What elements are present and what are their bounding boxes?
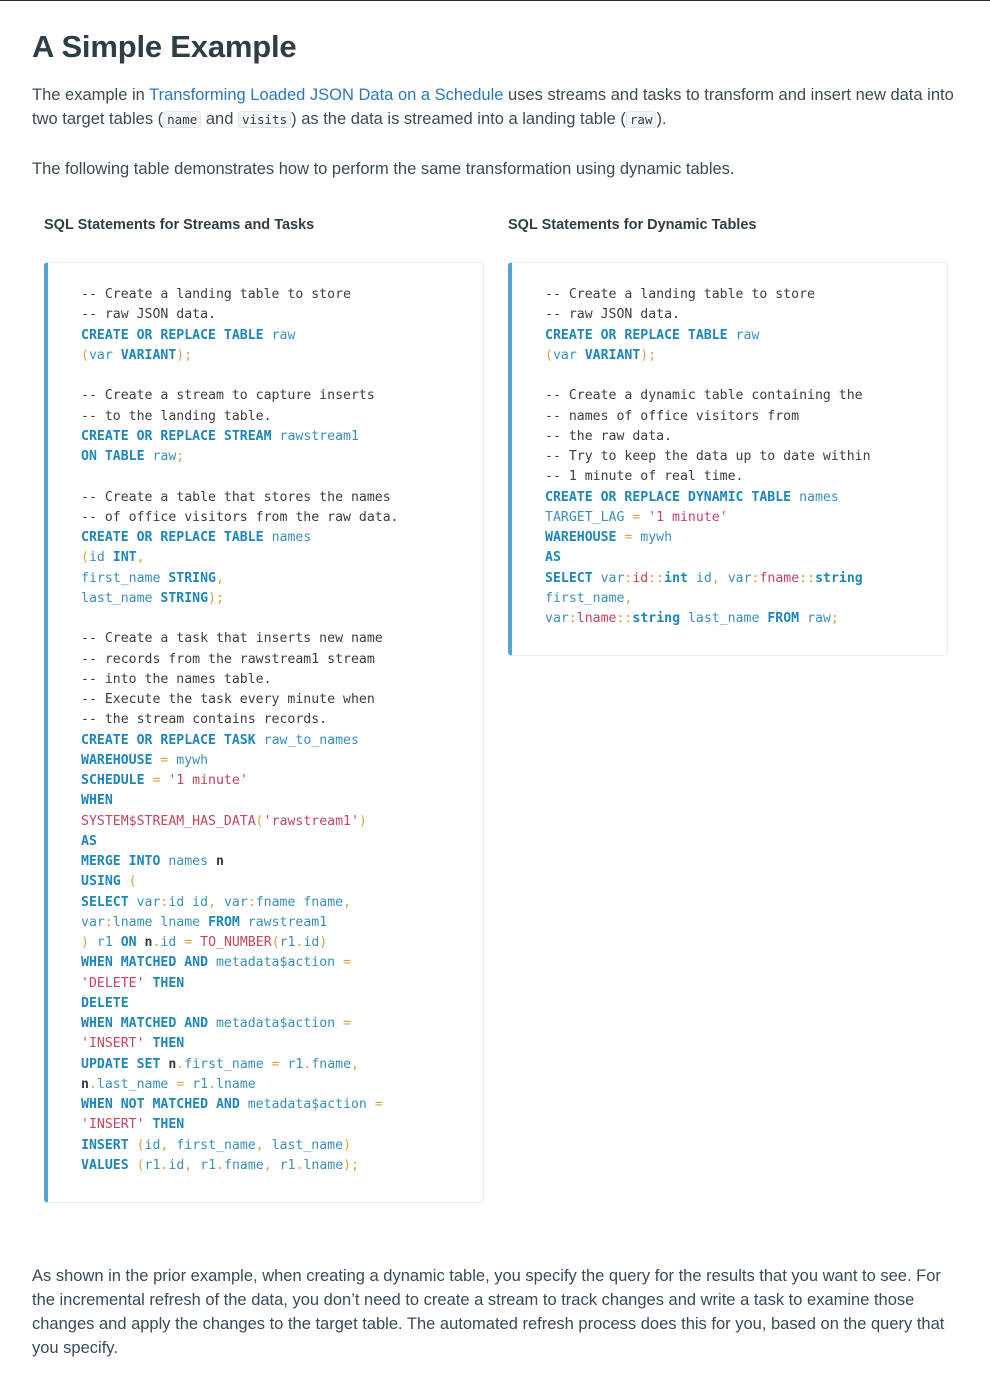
code-line [545, 548, 947, 568]
code-token: = [632, 509, 649, 525]
code-token: WHEN NOT MATCHED AND [81, 1097, 248, 1112]
code-token: VARIANT [584, 347, 641, 363]
code-token: = [176, 1076, 193, 1092]
code-line [81, 609, 483, 629]
code-line [81, 528, 483, 548]
code-token: r1 [144, 1157, 161, 1173]
code-token: : [104, 914, 113, 930]
code-token: raw_to_names [263, 732, 359, 748]
code-token: ) [343, 1137, 352, 1153]
code-line [81, 467, 483, 487]
code-token: ( [81, 347, 89, 363]
code-token: last_name [271, 1137, 344, 1153]
code-token: ( [136, 1137, 145, 1153]
code-line [81, 488, 483, 508]
code-line [81, 1034, 483, 1054]
code-token: . [303, 1056, 312, 1072]
code-token: SELECT [81, 894, 137, 910]
code-token: metadata$action [215, 955, 344, 971]
code-line [81, 731, 483, 751]
code-token: fname [759, 570, 800, 586]
code-token: int [664, 570, 688, 586]
code-token: , [136, 550, 145, 566]
code-token: id [160, 935, 185, 950]
code-token: : [247, 894, 256, 910]
code-token: fname fname [255, 894, 344, 910]
code-token: -- Create a landing table to store [81, 287, 351, 302]
code-token: WAREHOUSE [545, 530, 625, 545]
code-token: , [343, 894, 352, 910]
code-token: ( [545, 347, 553, 363]
code-token: CREATE OR REPLACE STREAM [81, 428, 280, 444]
code-token: ( [271, 935, 280, 950]
code-token: n [81, 1076, 89, 1092]
code-line [81, 994, 483, 1014]
code-token: n [168, 1056, 177, 1072]
code-token: VALUES [81, 1157, 137, 1173]
code-token: , [208, 894, 224, 910]
code-token: MERGE INTO [81, 854, 169, 869]
code-token: -- raw JSON data. [81, 307, 216, 323]
code-token: var [552, 347, 585, 363]
code-token: rawstream1 [279, 428, 359, 444]
code-token: 'INSERT' [81, 1117, 153, 1133]
code-token: mywh [176, 752, 209, 768]
code-token: ; [830, 611, 839, 626]
intro-paragraph [32, 83, 967, 132]
code-token: INSERT [81, 1137, 137, 1153]
code-token: SCHEDULE [81, 773, 153, 788]
code-line [81, 872, 483, 892]
code-token: = [343, 955, 351, 971]
code-line [81, 974, 483, 994]
code-token: = [160, 752, 177, 768]
code-token: '1 minute' [168, 773, 248, 788]
code-token: id [168, 1157, 185, 1173]
code-token: WAREHOUSE [81, 752, 161, 768]
code-token: n [144, 935, 153, 950]
code-token: -- the raw data. [545, 428, 673, 444]
code-line [545, 407, 947, 427]
code-line [81, 1075, 483, 1095]
intro-text-1: The example in [32, 86, 150, 104]
code-line [81, 305, 483, 325]
code-token: id [144, 1137, 161, 1153]
code-token: -- Create a landing table to store [545, 287, 815, 302]
code-line [81, 366, 483, 386]
code-token: first_name [545, 590, 625, 606]
code-token: -- to the landing table. [81, 408, 272, 424]
code-token: : [751, 570, 760, 586]
code-token: :: [648, 570, 665, 586]
code-token: FROM [208, 914, 248, 930]
code-token: -- Try to keep the data up to date within [545, 449, 871, 464]
code-token: TARGET_LAG [545, 509, 633, 525]
code-token: r1 [96, 935, 121, 950]
code-token: . [176, 1056, 185, 1072]
code-token: :: [799, 570, 816, 586]
code-token: id [687, 570, 712, 586]
code-line [545, 569, 947, 589]
code-token: -- Create a table that stores the names [81, 489, 391, 505]
code-token: ); [343, 1157, 360, 1173]
code-line [81, 326, 483, 346]
code-line [545, 386, 947, 406]
code-token: CREATE OR REPLACE TABLE [81, 327, 272, 343]
code-line [81, 1115, 483, 1135]
code-token: names [271, 530, 312, 545]
code-token: id [632, 570, 649, 586]
following-paragraph: The following table demonstrates how to perform the same transformation using dynamic tables. [32, 160, 735, 178]
code-streams-tasks [48, 263, 483, 1176]
code-token: -- Create a stream to capture inserts [81, 388, 375, 404]
code-token: ON TABLE [81, 449, 153, 464]
code-line [81, 670, 483, 690]
code-line [81, 953, 483, 973]
code-line [81, 407, 483, 427]
column-header-dynamic-tables: SQL Statements for Dynamic Tables [508, 217, 757, 233]
code-line [81, 548, 483, 568]
code-line [81, 650, 483, 670]
code-line [545, 447, 947, 467]
code-line [81, 508, 483, 528]
code-token: , [351, 1056, 359, 1072]
code-token: , [160, 1137, 177, 1153]
code-token: :: [616, 611, 633, 626]
code-line [81, 812, 483, 832]
code-token: '1 minute' [648, 509, 728, 525]
code-token: -- the stream contains records. [81, 712, 328, 728]
code-token: lname lname [112, 914, 209, 930]
code-token: 'rawstream1' [263, 813, 359, 829]
code-token: THEN [152, 1036, 185, 1052]
code-token: -- into the names table. [81, 671, 272, 687]
code-token: r1 [287, 1056, 304, 1072]
code-token: rawstream1 [247, 914, 328, 930]
code-token: : [568, 611, 577, 626]
code-line [81, 751, 483, 771]
code-token: names [168, 854, 216, 869]
code-token: ( [255, 813, 264, 829]
page-title: A Simple Example [32, 29, 297, 64]
code-token: THEN [152, 975, 185, 991]
code-token: raw [735, 327, 760, 343]
code-token: names [799, 489, 839, 505]
code-line [81, 1055, 483, 1075]
code-line [545, 366, 947, 386]
code-token: , [263, 1157, 280, 1173]
code-token: var [223, 894, 248, 910]
code-token: : [624, 570, 633, 586]
code-token: ( [136, 1157, 145, 1173]
intro-text-3: and [201, 110, 238, 128]
code-token: last_name [680, 611, 768, 626]
code-token: -- raw JSON data. [545, 307, 680, 323]
code-token: r1 [279, 935, 296, 950]
code-token: = [374, 1097, 383, 1112]
code-token: SELECT [545, 570, 601, 586]
code-token: = [343, 1016, 351, 1031]
code-line [81, 427, 483, 447]
code-token: = [152, 773, 169, 788]
code-token: CREATE OR REPLACE TASK [81, 732, 264, 748]
code-line [545, 427, 947, 447]
code-token: TO_NUMBER [200, 935, 272, 950]
code-line [545, 346, 947, 366]
code-token: 'INSERT' [81, 1036, 153, 1052]
code-line [81, 852, 483, 872]
code-token: mywh [640, 530, 673, 545]
code-line [81, 913, 483, 933]
code-raw: raw [626, 111, 657, 128]
code-token: STRING [168, 570, 216, 586]
code-token: ( [81, 550, 89, 566]
code-token: last_name [81, 590, 161, 606]
code-token: . [160, 1157, 169, 1173]
code-token: , [184, 1157, 201, 1173]
code-token: -- Create a dynamic table containing the [545, 388, 863, 404]
code-token: CREATE OR REPLACE DYNAMIC TABLE [545, 489, 800, 505]
code-token: metadata$action [215, 1016, 344, 1031]
code-token: r1 [279, 1157, 296, 1173]
code-visits: visits [238, 111, 291, 128]
code-token: , [255, 1137, 272, 1153]
code-block-streams-tasks [44, 262, 484, 1203]
code-token: . [208, 1076, 217, 1092]
code-token: ) [81, 935, 97, 950]
code-line [81, 771, 483, 791]
code-line [81, 569, 483, 589]
intro-text-4: ) as the data is streamed into a landing table ( [291, 110, 626, 128]
intro-text-2: uses streams and tasks to transform and insert new data into two target tables ( [32, 86, 954, 128]
code-token: STRING [160, 590, 209, 606]
code-token: ( [128, 874, 137, 890]
code-token: var [727, 570, 752, 586]
code-line [81, 447, 483, 467]
code-token: , [711, 570, 728, 586]
code-token: -- of office visitors from the raw data. [81, 509, 399, 525]
intro-text-5: ). [656, 110, 667, 128]
code-token: DELETE [81, 995, 129, 1011]
code-name: name [163, 111, 201, 128]
code-line [81, 1156, 483, 1176]
code-line [545, 326, 947, 346]
transforming-json-link[interactable]: Transforming Loaded JSON Data on a Schedule [149, 86, 504, 104]
code-token: : [160, 894, 169, 910]
code-token: ; [176, 449, 185, 464]
code-token: -- Execute the task every minute when [81, 692, 375, 707]
code-token: VARIANT [120, 347, 177, 363]
code-line [81, 893, 483, 913]
code-token: USING [81, 874, 129, 890]
code-line [81, 346, 483, 366]
code-token: -- 1 minute of real time. [545, 469, 744, 485]
code-token: first_name [81, 570, 169, 586]
code-line [81, 285, 483, 305]
code-line [81, 832, 483, 852]
code-token: lname [216, 1076, 256, 1092]
code-token: first_name [184, 1056, 272, 1072]
code-line [81, 1095, 483, 1115]
code-token: CREATE OR REPLACE TABLE [81, 530, 272, 545]
code-token: raw [807, 611, 831, 626]
code-line [81, 710, 483, 730]
code-token: raw [271, 327, 296, 343]
code-token: var [600, 570, 625, 586]
code-token: ) [358, 813, 367, 829]
code-token: UPDATE SET [81, 1056, 169, 1072]
code-line [81, 629, 483, 649]
code-token: string [632, 611, 681, 626]
code-line [545, 467, 947, 487]
code-token: raw [152, 449, 177, 464]
code-token: first_name [176, 1137, 256, 1153]
code-token: -- Create a task that inserts new name [81, 631, 383, 647]
code-token: , [215, 570, 224, 586]
code-token: . [88, 1076, 97, 1092]
code-token: WHEN MATCHED AND [81, 1016, 216, 1031]
code-token: WHEN [81, 793, 113, 809]
code-token: = [184, 935, 201, 950]
code-token: lname [303, 1157, 344, 1173]
code-line [545, 488, 947, 508]
code-line [81, 1136, 483, 1156]
code-token: id [88, 550, 113, 566]
code-token: last_name [96, 1076, 177, 1092]
code-token: id id [168, 894, 209, 910]
code-token: var [81, 914, 105, 930]
code-token: CREATE OR REPLACE TABLE [545, 327, 736, 343]
code-block-dynamic-tables [508, 262, 948, 656]
code-line [81, 386, 483, 406]
code-token: -- names of office visitors from [545, 408, 800, 424]
code-token: WHEN MATCHED AND [81, 955, 216, 971]
closing-paragraph: As shown in the prior example, when creating a dynamic table, you specify the query for the results that you want to see. For the incremental refresh of the data, you don’t need to create a stream to track changes and write a task to examine those changes and apply the changes to the target table. The automated refresh process does this for you, based on the query that you specify. [32, 1267, 945, 1357]
code-token: var [545, 611, 569, 626]
code-token: AS [81, 833, 97, 849]
code-line [545, 528, 947, 548]
code-line [81, 791, 483, 811]
code-token: var [136, 894, 161, 910]
code-token: FROM [767, 611, 808, 626]
code-token: . [295, 935, 304, 950]
code-token: fname [224, 1157, 264, 1173]
code-token: 'DELETE' [81, 975, 153, 991]
code-token: SYSTEM$STREAM_HAS_DATA [81, 813, 256, 829]
code-token: ); [640, 347, 657, 363]
code-token: , [624, 590, 633, 606]
code-token: ); [176, 347, 193, 363]
code-line [545, 508, 947, 528]
code-token: -- records from the rawstream1 stream [81, 651, 375, 667]
code-token: var [88, 347, 121, 363]
code-line [81, 1014, 483, 1034]
code-line [545, 285, 947, 305]
code-token: THEN [152, 1117, 185, 1133]
code-token: . [152, 935, 161, 950]
code-token: lname [576, 611, 617, 626]
code-line [81, 690, 483, 710]
code-token: ) [319, 935, 328, 950]
code-token: ); [208, 590, 224, 606]
code-token: string [815, 570, 863, 586]
code-token: = [624, 530, 641, 545]
code-token: ON [120, 935, 145, 950]
column-header-streams-tasks: SQL Statements for Streams and Tasks [44, 217, 315, 233]
code-token: . [295, 1157, 304, 1173]
code-token: n [215, 854, 224, 869]
code-line [545, 609, 947, 629]
code-line [545, 589, 947, 609]
code-token: = [271, 1056, 288, 1072]
code-token: fname [311, 1056, 352, 1072]
code-line [545, 305, 947, 325]
code-token: metadata$action [247, 1097, 375, 1112]
code-line [81, 589, 483, 609]
code-token: . [216, 1157, 224, 1173]
code-token: INT [112, 550, 137, 566]
code-line [81, 933, 483, 953]
code-token: r1 [192, 1076, 209, 1092]
code-token: id [303, 935, 320, 950]
code-token: r1 [200, 1157, 217, 1173]
code-dynamic-tables [512, 263, 947, 629]
code-token: AS [545, 550, 561, 566]
